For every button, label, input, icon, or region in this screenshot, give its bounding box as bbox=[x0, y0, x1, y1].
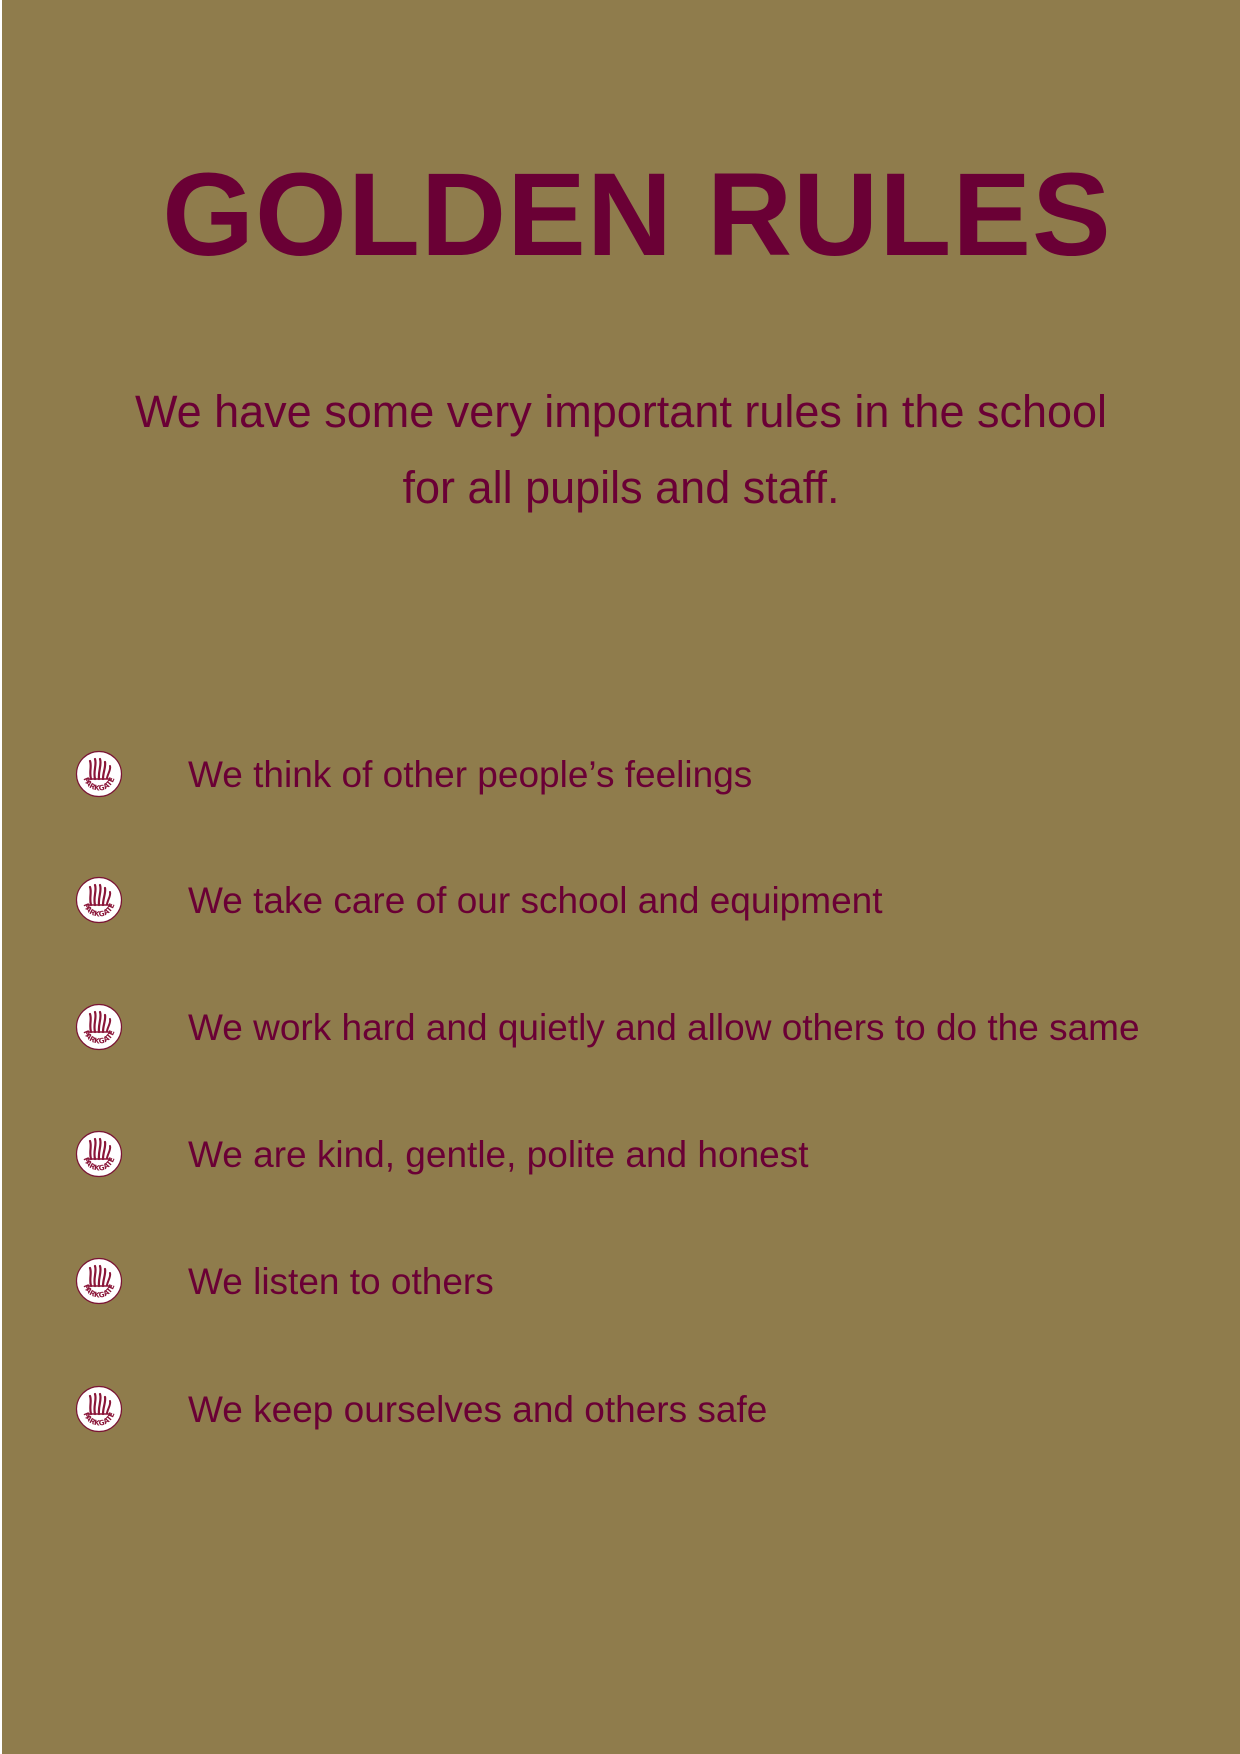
school-logo-icon bbox=[75, 1385, 123, 1433]
rule-text: We think of other people’s feelings bbox=[188, 754, 753, 795]
rule-item bbox=[2, 1123, 1240, 1187]
school-logo-icon bbox=[75, 876, 123, 924]
rule-item bbox=[2, 869, 1240, 933]
page-title: GOLDEN RULES bbox=[162, 149, 1112, 281]
rule-text: We keep ourselves and others safe bbox=[188, 1389, 768, 1430]
rule-text: We take care of our school and equipment bbox=[188, 880, 883, 921]
school-logo-icon bbox=[75, 1130, 123, 1178]
intro-line-2: for all pupils and staff. bbox=[402, 462, 840, 513]
rule-text: We listen to others bbox=[188, 1261, 494, 1302]
intro-line-1: We have some very important rules in the school bbox=[134, 386, 1108, 437]
rule-text: We work hard and quietly and allow others to do the same bbox=[188, 1007, 1140, 1048]
rule-item bbox=[2, 996, 1240, 1060]
rule-item bbox=[2, 743, 1240, 807]
rules-list bbox=[2, 0, 1240, 1754]
school-logo-icon bbox=[75, 1003, 123, 1051]
rule-text: We are kind, gentle, polite and honest bbox=[188, 1134, 809, 1175]
rule-item bbox=[2, 1250, 1240, 1314]
school-logo-icon bbox=[75, 750, 123, 798]
school-logo-icon bbox=[75, 1257, 123, 1305]
poster bbox=[2, 0, 1240, 1754]
rule-item bbox=[2, 1378, 1240, 1442]
